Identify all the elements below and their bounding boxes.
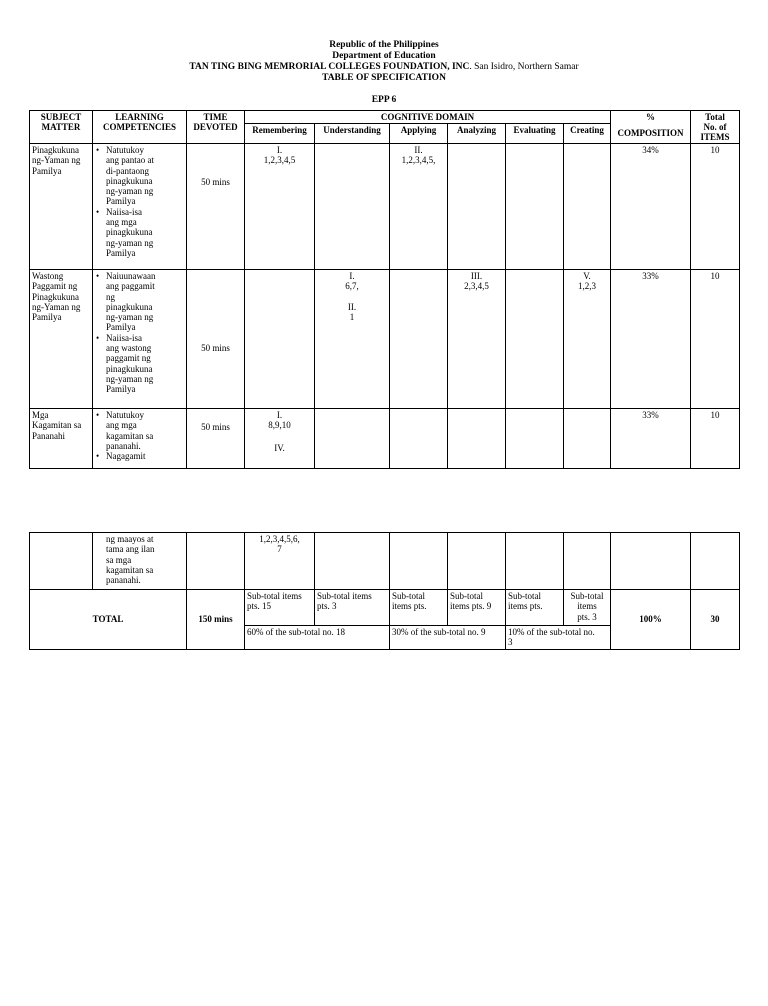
subject-cell	[30, 533, 93, 590]
total-time: 150 mins	[187, 590, 245, 650]
applying-cell: II. 1,2,3,4,5,	[390, 144, 448, 270]
analyzing-cell	[448, 144, 506, 270]
header-line-school	[0, 62, 768, 73]
col-creating: Creating	[564, 124, 611, 144]
competencies-cell: ng maayos at tama ang ilan sa mga kagamitan sa pananahi.	[93, 533, 187, 590]
subtotal-creating: Sub-total items pts. 3	[564, 590, 611, 626]
subtotal-applying: Sub-total items pts.	[390, 590, 448, 626]
specification-table	[29, 110, 740, 469]
list-item: • Natutukoy ang pantao at di-pantaong pinagkukuna ng-yaman ng Pamilya	[96, 145, 154, 207]
col-composition: % COMPOSITION	[611, 111, 691, 144]
col-applying: Applying	[390, 124, 448, 144]
col-total-items: Total No. of ITEMS	[691, 111, 740, 144]
analyzing-cell: III. 2,3,4,5	[448, 270, 506, 409]
bullet-icon: •	[96, 451, 100, 462]
competencies-cell	[93, 409, 187, 469]
col-subject-matter: SUBJECT MATTER	[30, 111, 93, 144]
bullet-icon: •	[96, 332, 100, 343]
subtotal-analyzing: Sub-total items pts. 9	[448, 590, 506, 626]
total-cell: 10	[691, 144, 740, 270]
subject-title: EPP 6	[371, 95, 397, 105]
applying-cell	[390, 270, 448, 409]
list-item: • Naiisa-isa ang wastong paggamit ng pinagkukuna ng-yaman ng Pamilya	[96, 332, 154, 395]
specification-table-continued	[29, 532, 740, 650]
total-cell: 10	[691, 270, 740, 409]
col-analyzing: Analyzing	[448, 124, 506, 144]
bullet-icon: •	[96, 206, 100, 217]
remembering-cell: 1,2,3,4,5,6, 7	[245, 533, 315, 590]
understanding-cell	[315, 144, 390, 270]
middle-order-percentage: 30% of the sub-total no. 9	[390, 626, 506, 650]
col-learning-competencies: LEARNING COMPETENCIES	[93, 111, 187, 144]
header-line-department: Department of Education	[332, 51, 436, 61]
composition-cell: 34%	[611, 144, 691, 270]
analyzing-cell	[448, 533, 506, 590]
remembering-cell: I. 1,2,3,4,5	[245, 144, 315, 270]
time-cell: 50 mins	[187, 270, 245, 409]
evaluating-cell	[506, 533, 564, 590]
creating-cell: V. 1,2,3	[564, 270, 611, 409]
competencies-cell	[93, 270, 187, 409]
list-item: • Nagagamit	[96, 451, 146, 462]
subtotal-evaluating: Sub-total items pts.	[506, 590, 564, 626]
subtotal-remembering: Sub-total items pts. 15	[245, 590, 315, 626]
total-row	[30, 590, 740, 626]
time-cell: 50 mins	[187, 144, 245, 270]
col-remembering: Remembering	[245, 124, 315, 144]
applying-cell	[390, 533, 448, 590]
time-cell	[187, 533, 245, 590]
school-name: TAN TING BING MEMRORIAL COLLEGES FOUNDATION, INC	[189, 62, 470, 72]
subtotal-understanding: Sub-total items pts. 3	[315, 590, 390, 626]
table-row	[30, 270, 740, 409]
remembering-cell	[245, 270, 315, 409]
applying-cell	[390, 409, 448, 469]
creating-cell	[564, 409, 611, 469]
total-cell	[691, 533, 740, 590]
creating-cell	[564, 533, 611, 590]
evaluating-cell	[506, 270, 564, 409]
table-row	[30, 144, 740, 270]
total-composition: 100%	[611, 590, 691, 650]
higher-order-percentage: 10% of the sub-total no. 3	[506, 626, 611, 650]
evaluating-cell	[506, 144, 564, 270]
table-row	[30, 533, 740, 590]
document-title: TABLE OF SPECIFICATION	[322, 73, 446, 83]
table-row	[30, 409, 740, 469]
subject-cell: Mga Kagamitan sa Pananahi	[30, 409, 93, 469]
composition-cell: 33%	[611, 409, 691, 469]
list-item: • Natutukoy ang mga kagamitan sa pananahi.	[96, 410, 154, 451]
total-cell: 10	[691, 409, 740, 469]
col-evaluating: Evaluating	[506, 124, 564, 144]
subject-cell: Pinagkukuna ng-Yaman ng Pamilya	[30, 144, 93, 270]
analyzing-cell	[448, 409, 506, 469]
composition-cell	[611, 533, 691, 590]
subject-cell: Wastong Paggamit ng Pinagkukuna ng-Yaman ng Pamilya	[30, 270, 93, 409]
total-label: TOTAL	[30, 590, 187, 650]
bullet-icon: •	[96, 145, 100, 155]
time-cell: 50 mins	[187, 409, 245, 469]
creating-cell	[564, 144, 611, 270]
bullet-icon: •	[96, 410, 100, 420]
understanding-cell: I. 6,7, II. 1	[315, 270, 390, 409]
header-row-1	[30, 111, 740, 124]
list-item: • Naiuunawaan ang paggamit ng pinagkukuna ng-yaman ng Pamilya	[96, 271, 156, 333]
lower-order-percentage: 60% of the sub-total no. 18	[245, 626, 390, 650]
composition-cell: 33%	[611, 270, 691, 409]
header-line-republic: Republic of the Philippines	[329, 40, 439, 50]
total-items: 30	[691, 590, 740, 650]
understanding-cell	[315, 409, 390, 469]
col-understanding: Understanding	[315, 124, 390, 144]
understanding-cell	[315, 533, 390, 590]
competencies-cell	[93, 144, 187, 270]
remembering-cell: I. 8,9,10 IV.	[245, 409, 315, 469]
list-item: • Naiisa-isa ang mga pinagkukuna ng-yaman ng Pamilya	[96, 206, 154, 258]
school-address: . San Isidro, Northern Samar	[469, 62, 579, 72]
col-cognitive-domain: COGNITIVE DOMAIN	[245, 111, 611, 124]
evaluating-cell	[506, 409, 564, 469]
col-time-devoted: TIME DEVOTED	[187, 111, 245, 144]
document-header	[0, 40, 768, 84]
bullet-icon: •	[96, 271, 100, 281]
